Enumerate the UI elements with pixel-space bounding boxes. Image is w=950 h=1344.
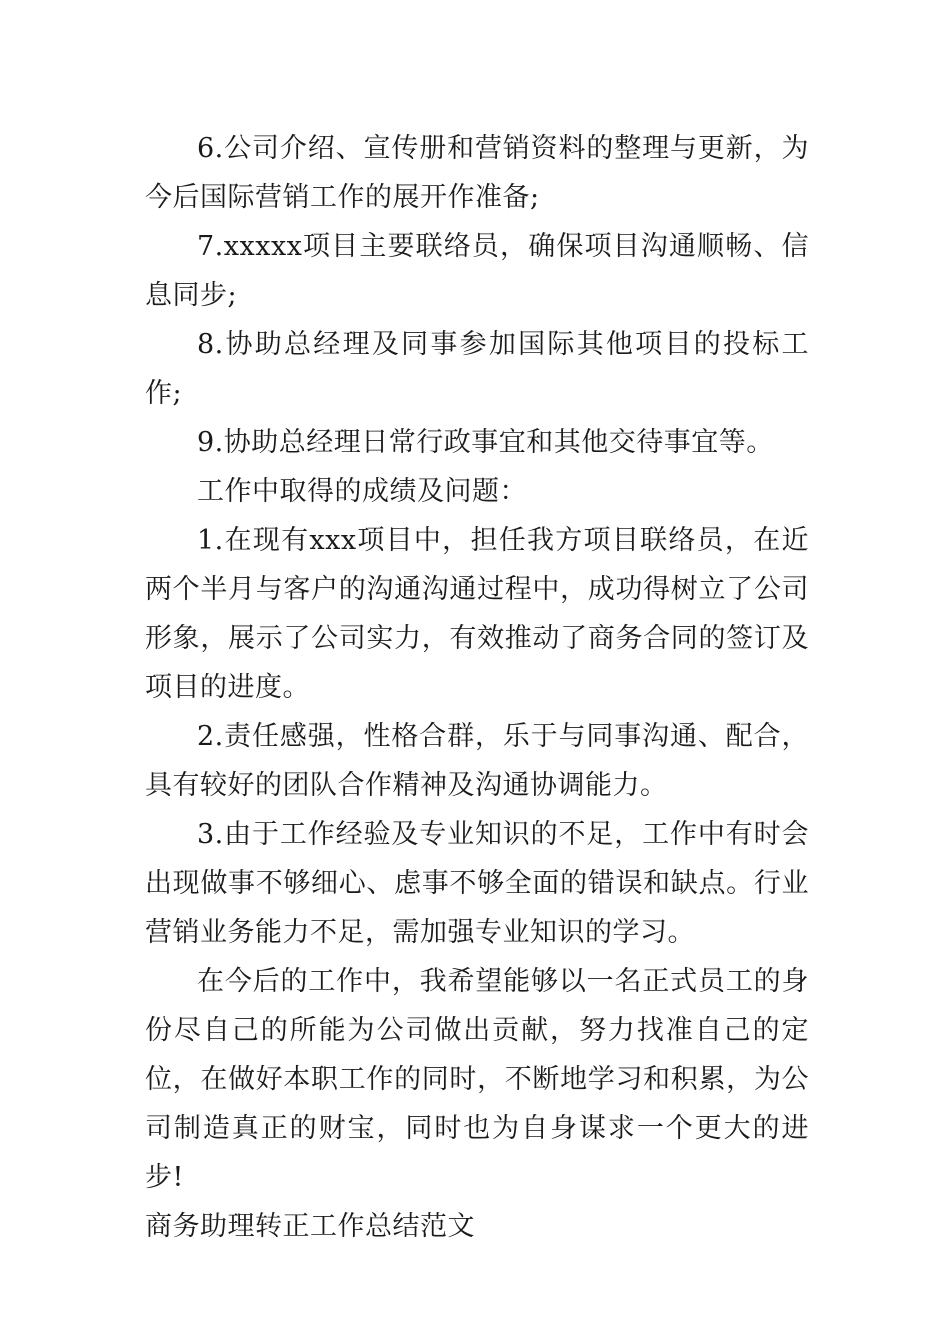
- achievement-item-3: 3.由于工作经验及专业知识的不足，工作中有时会出现做事不够细心、虑事不够全面的错误和缺点。行业营销业务能力不足，需加强专业知识的学习。: [145, 819, 809, 948]
- document-body: [145, 124, 809, 1251]
- section-heading-achievements: 工作中取得的成绩及问题：: [197, 476, 527, 507]
- closing-paragraph: 在今后的工作中，我希望能够以一名正式员工的身份尽自己的所能为公司做出贡献，努力找准自己的定位，在做好本职工作的同时，不断地学习和积累，为公司制造真正的财宝，同时也为自身谋求一个更大的进步!: [145, 966, 809, 1193]
- paragraph-item-8: 8.协助总经理及同事参加国际其他项目的投标工作;: [145, 329, 809, 409]
- paragraph-item-6: 6.公司介绍、宣传册和营销资料的整理与更新，为今后国际营销工作的展开作准备;: [145, 133, 809, 213]
- achievement-item-1: 1.在现有xxx项目中，担任我方项目联络员，在近两个半月与客户的沟通沟通过程中，成功得树立了公司形象，展示了公司实力，有效推动了商务合同的签订及项目的进度。: [145, 525, 809, 703]
- paragraph-item-7: 7.xxxxx项目主要联络员，确保项目沟通顺畅、信息同步;: [145, 231, 809, 311]
- achievement-item-2: 2.责任感强，性格合群，乐于与同事沟通、配合，具有较好的团队合作精神及沟通协调能力。: [145, 721, 809, 801]
- next-article-title: 商务助理转正工作总结范文: [145, 1211, 475, 1242]
- paragraph-item-9: 9.协助总经理日常行政事宜和其他交待事宜等。: [197, 427, 774, 458]
